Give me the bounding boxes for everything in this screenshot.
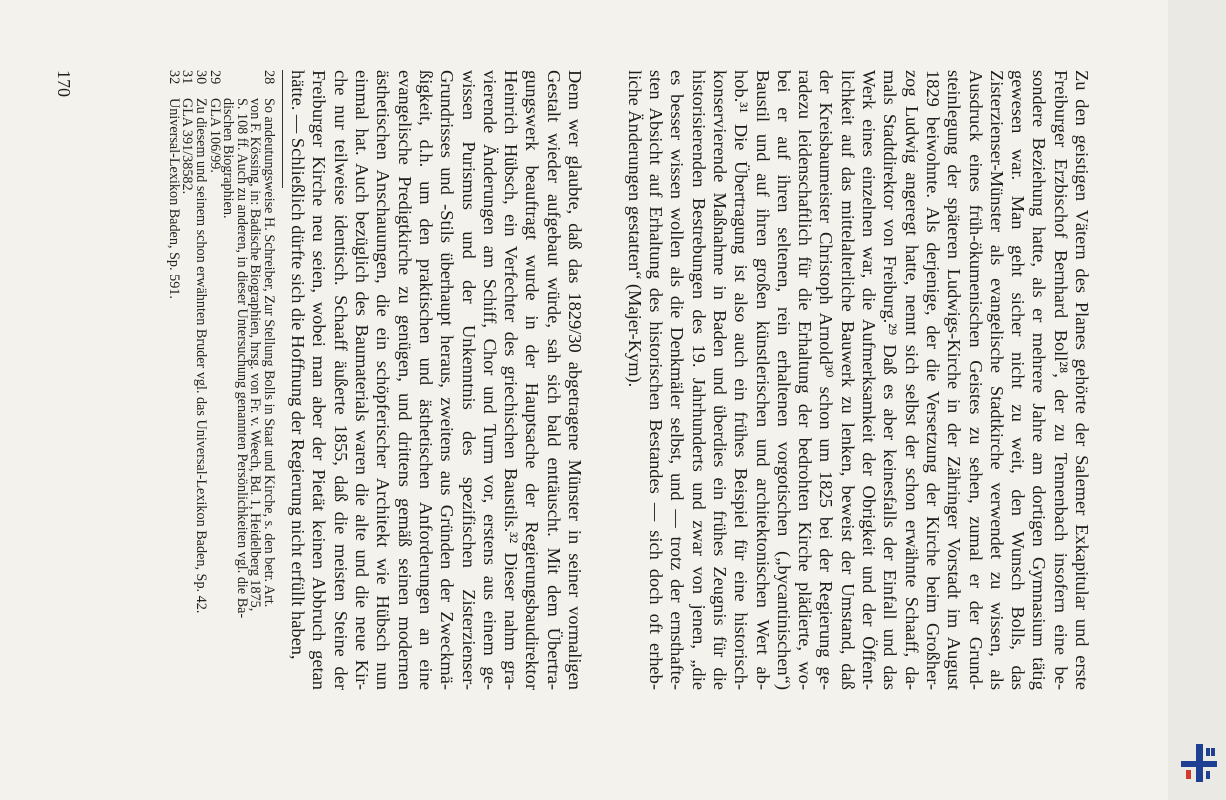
paragraph-2-line: Gestalt wieder aufgebaut würde, sah sich bald enttäuscht. Mit dem Übertra- <box>543 70 564 690</box>
paragraph-1 <box>623 70 1092 690</box>
footnote-text: von F. Kössing, in: Badische Biographien, hrsg. von Fr. v. Weech, Bd. 1, Heidelberg 1875, <box>247 98 264 612</box>
paragraph-2-line: vierende Änderungen am Schiff, Chor und Turm vor, erstens aus einem ge- <box>479 70 500 690</box>
footnote-text: S. 108 ff. Auch zu anderen, in dieser Untersuchung genannten Persönlichkeiten vgl. die Ba- <box>233 98 250 619</box>
paragraph-1-line: sten Absicht auf Erhaltung des historischen Bestandes — sich doch oft erheb- <box>646 70 667 690</box>
paragraph-1-line: sondere Beziehung hatte, als er mehrere Jahre am dortigen Gymnasium tätig <box>1029 70 1050 690</box>
footnote-number: 28 <box>261 70 277 85</box>
page-number: 170 <box>54 70 74 97</box>
paragraph-1-line: Zisterzienser-Münster als evangelische Stadtkirche verwendet zu wissen, als <box>986 70 1007 690</box>
paragraph-1-line: steinlegung der späteren Ludwigs-Kirche in der Zähringer Vorstadt im August <box>944 70 965 690</box>
paragraph-1-line: bei er auf ihren seltenen, rein erhaltenen vorgotischen („bycantinischen“) <box>773 70 794 690</box>
paragraph-1-line: Baustil und auf ihren großen künstlerischen und architektonischen Wert ab- <box>752 70 773 690</box>
paragraph-1-line: es besser wissen wollen als die Denkmäler selbst, und — trotz der ernsthafte- <box>667 70 688 690</box>
paragraph-2-line: Denn wer glaubte, daß das 1829/30 abgetragene Münster in seiner vormaligen <box>565 70 585 690</box>
footnote-number: 31 <box>179 70 196 85</box>
paragraph-1-line: konservierende Maßnahme in Baden und überdies ein frühes Zeugnis für die <box>709 70 730 690</box>
paragraph-1-line: hob.³¹ Die Übertragung ist also auch ein frühes Beispiel für eine historisch- <box>731 70 752 690</box>
paragraph-1-line: Ausdruck eines früh-ökumenischen Geistes zu sehen, zumal er der Grund- <box>965 70 986 690</box>
footnote <box>180 70 194 690</box>
paragraph-2-line: ästhetischen Anschauungen, die ein schöpferischer Architekt wie Hübsch nun <box>373 70 394 690</box>
paragraph-1-line: gewesen war. Man geht sicher nicht zu weit, den Wunsch Bolls, das <box>1008 70 1029 690</box>
footnote-text: Zu diesem und seinem schon erwähnten Bruder vgl. das Universal-Lexikon Baden, Sp. 42. <box>193 98 210 614</box>
footnote-text: So andeutungsweise H. Schreiber, Zur Stellung Bolls in Staat und Kirche, s. den betr. Art. <box>261 98 277 608</box>
paragraph-2-line: Grundrisses und -Stils überhaupt heraus, zweitens aus Gründen der Zweckmä- <box>437 70 458 690</box>
footnote-number: 29 <box>206 70 223 85</box>
paragraph-1-line: lichkeit auf das mittelalterliche Bauwerk zu lenken, beweist der Umstand, daß <box>837 70 858 690</box>
paragraph-1-line: historisierenden Bestrebungen des 19. Jahrhunderts und zwar von jenen, „die <box>688 70 709 690</box>
paragraph-1-line: 1829 beiwohnte. Als derjenige, der die Versetzung der Kirche beim Großher- <box>922 70 943 690</box>
paragraph-2-line: gungswerk beauftragt wurde in der Hauptsache der Regierungsbaudirektor <box>522 70 543 690</box>
footnote <box>221 70 275 690</box>
paragraph-2-line: hätte. — Schließlich dürfte sich die Hoffnung der Regierung nicht erfüllt haben, <box>288 70 309 660</box>
footnote-text: GLA 391/38582. <box>179 98 196 195</box>
library-sidebar-strip <box>1168 0 1226 800</box>
paragraph-1-line: Zu den geistigen Vätern des Planes gehörte der Salemer Exkapitular und erste <box>1072 70 1092 690</box>
footnote-text: dischen Biographien. <box>220 98 237 219</box>
footnote-separator <box>282 70 283 188</box>
footnote-number: 32 <box>165 70 182 85</box>
paragraph-2 <box>287 70 585 690</box>
paragraph-2-line: einmal hat. Auch bezüglich des Baumaterials waren die alte und die neue Kir- <box>352 70 373 690</box>
paragraph-2-line: che nur teilweise identisch. Schaaff äußerte 1855, daß die meisten Steine der <box>330 70 351 690</box>
paragraph-1-line: liche Änderungen gestatten“ (Majer-Kym). <box>624 70 645 388</box>
paragraph-2-line: Freiburger Kirche neu seien, wobei man aber der Pietät keinen Abbruch getan <box>309 70 330 690</box>
ub-freiburg-logo-icon <box>1178 742 1220 784</box>
footnote <box>166 70 180 690</box>
paragraph-1-line: zog Ludwig angeregt hatte, nennt sich selbst der schon erwähnte Schaaff, da- <box>901 70 922 690</box>
paragraph-2-line: ßigkeit, d.h. um den praktischen und ästhetischen Anforderungen an eine <box>415 70 436 690</box>
footnote-text: Universal-Lexikon Baden, Sp. 591. <box>165 98 182 299</box>
footnote-text: GLA 106/99. <box>206 98 223 173</box>
paragraph-1-line: radezu leidenschaftlich für die Erhaltung der bedrohten Kirche plädierte, wo- <box>795 70 816 690</box>
paragraph-1-line: der Kreisbaumeister Christoph Arnold³⁰ schon um 1825 bei der Regierung ge- <box>816 70 837 690</box>
footnote <box>207 70 221 690</box>
paragraph-2-line: evangelische Predigtkirche zu genügen, und drittens gemäß seinen modernen <box>394 70 415 690</box>
paragraph-1-line: Freiburger Erzbischof Bernhard Boll²⁸, der zu Tennenbach insofern eine be- <box>1050 70 1071 690</box>
paragraph-2-line: Heinrich Hübsch, ein Verfechter des griechischen Baustils.³² Dieser nahm gra- <box>501 70 522 690</box>
footnote-number: 30 <box>193 70 210 85</box>
footnote <box>193 70 210 690</box>
paragraph-2-line: wissen Purismus und der Unkenntnis des spezifischen Zisterzienser- <box>458 70 479 690</box>
paragraph-1-line: mals Stadtdirektor von Freiburg.²⁹ Daß es aber keinesfalls der Einfall und das <box>880 70 901 690</box>
footnotes <box>166 70 275 690</box>
paragraph-1-line: Werk eines einzelnen war, die Aufmerksamkeit der Obrigkeit und der Öffent- <box>859 70 880 690</box>
